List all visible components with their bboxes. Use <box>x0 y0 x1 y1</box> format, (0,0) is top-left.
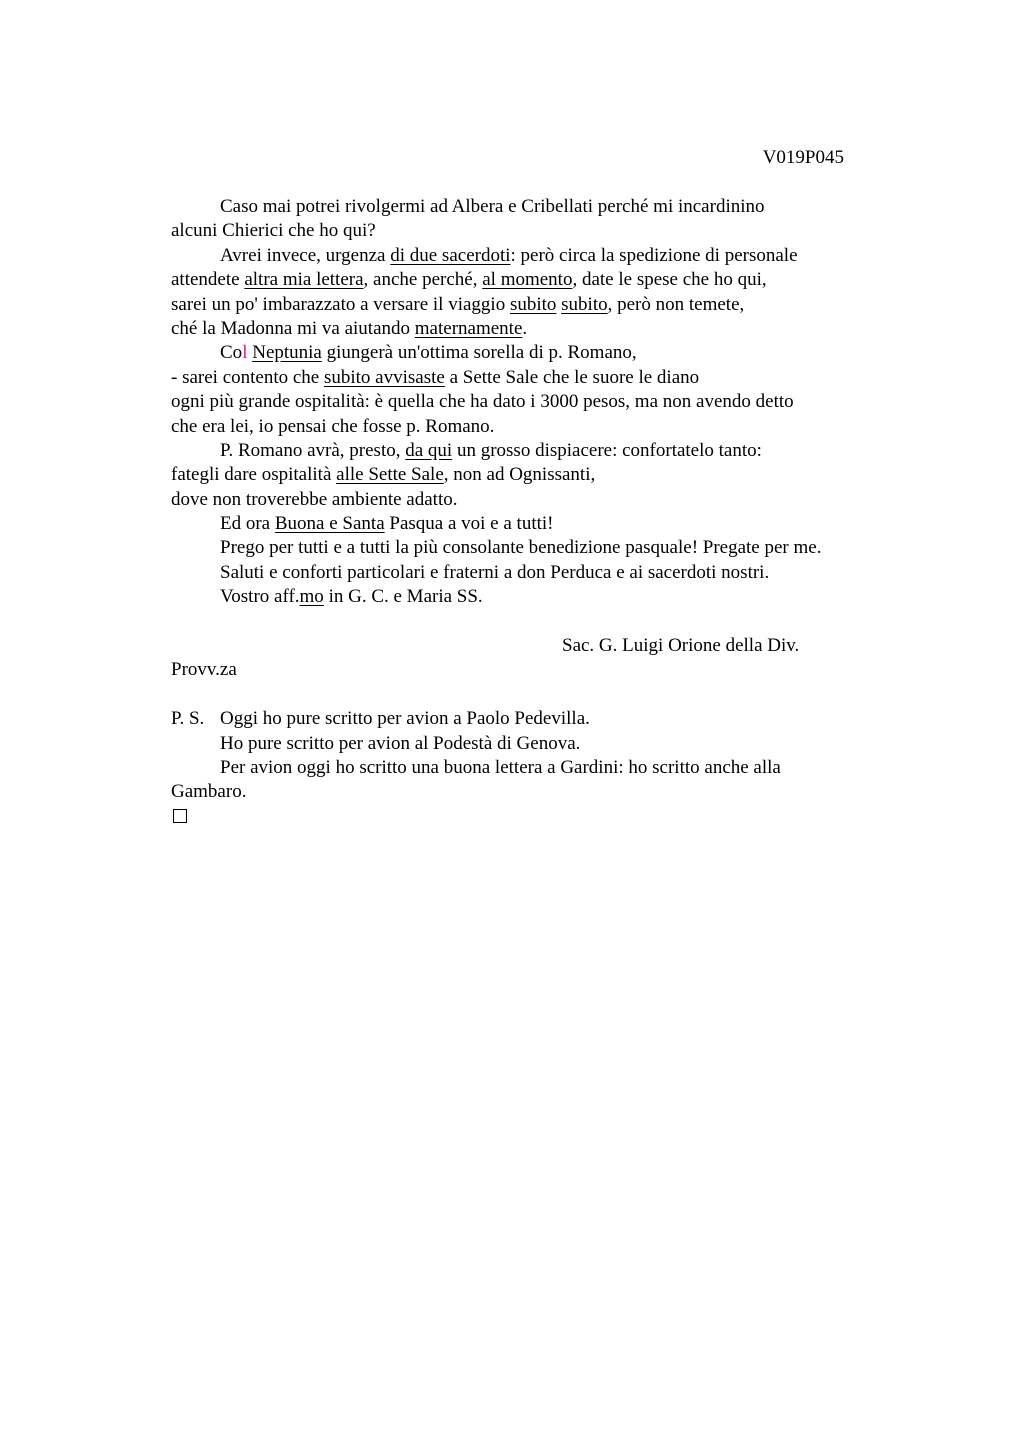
p3-line4: che era lei, io pensai che fosse p. Romano. <box>171 415 495 437</box>
p2-line2: attendete altra mia lettera, anche perché, al momento, date le spese che ho qui, <box>171 269 767 291</box>
ps-line3: Per avion oggi ho scritto una buona lettera a Gardini: ho scritto anche alla <box>220 756 781 778</box>
p1-line2: alcuni Chierici che ho qui? <box>171 220 376 242</box>
p2-line1: Avrei invece, urgenza di due sacerdoti: però circa la spedizione di personale <box>220 244 798 266</box>
p5-line1: Ed ora Buona e Santa Pasqua a voi e a tutti! <box>220 513 554 535</box>
underlined-phrase: subito avvisaste <box>323 366 445 388</box>
p2-line3: sarei un po' imbarazzato a versare il viaggio subito subito, però non temete, <box>171 293 745 315</box>
underlined-phrase: da qui <box>405 439 453 461</box>
signature-line1: Sac. G. Luigi Orione della Div. <box>562 635 800 657</box>
ps-line2: Ho pure scritto per avion al Podestà di Genova. <box>220 732 581 754</box>
underlined-phrase: subito <box>561 293 608 315</box>
underlined-phrase: Neptunia <box>252 342 322 364</box>
ps-line1: P. S. Oggi ho pure scritto per avion a Paolo Pedevilla. <box>171 707 891 731</box>
ps-label: P. S. <box>171 708 205 730</box>
signature-line2: Provv.za <box>171 659 237 681</box>
p3-line3: ogni più grande ospitalità: è quella che ha dato i 3000 pesos, ma non avendo detto <box>171 391 794 413</box>
letter-body <box>171 195 891 829</box>
square-icon <box>173 809 187 823</box>
underlined-phrase: maternamente <box>414 317 523 339</box>
underlined-phrase: alle Sette Sale <box>336 464 444 486</box>
underlined-phrase: al momento <box>482 269 573 291</box>
p4-line1: P. Romano avrà, presto, da qui un grosso dispiacere: confortatelo tanto: <box>220 439 762 461</box>
p3-line1: Col Neptunia giungerà un'ottima sorella di p. Romano, <box>220 342 637 364</box>
underlined-phrase: altra mia lettera <box>244 269 364 291</box>
underlined-phrase: Buona e Santa <box>274 513 385 535</box>
p4-line3: dove non troverebbe ambiente adatto. <box>171 488 458 510</box>
underlined-phrase: di due sacerdoti <box>390 244 511 266</box>
underlined-phrase: subito <box>509 293 557 315</box>
spacer <box>171 683 891 707</box>
spacer <box>171 610 891 634</box>
p4-line2: fategli dare ospitalità alle Sette Sale, non ad Ognissanti, <box>171 464 596 486</box>
highlighted-letter: l <box>242 342 248 364</box>
document-code: V019P045 <box>762 147 844 168</box>
p1-line1: Caso mai potrei rivolgermi ad Albera e Cribellati perché mi incardinino <box>220 196 765 217</box>
end-marker <box>171 805 891 829</box>
p3-line2: - sarei contento che subito avvisaste a Sette Sale che le suore le diano <box>171 366 700 388</box>
p5-line2: Prego per tutti e a tutti la più consolante benedizione pasquale! Pregate per me. <box>220 537 822 559</box>
underlined-phrase: mo <box>299 586 324 608</box>
p2-line4: ché la Madonna mi va aiutando maternamente. <box>171 317 528 339</box>
ps-line4: Gambaro. <box>171 781 247 803</box>
p5-line4: Vostro aff.mo in G. C. e Maria SS. <box>220 586 483 608</box>
p5-line3: Saluti e conforti particolari e fraterni a don Perduca e ai sacerdoti nostri. <box>220 561 770 583</box>
